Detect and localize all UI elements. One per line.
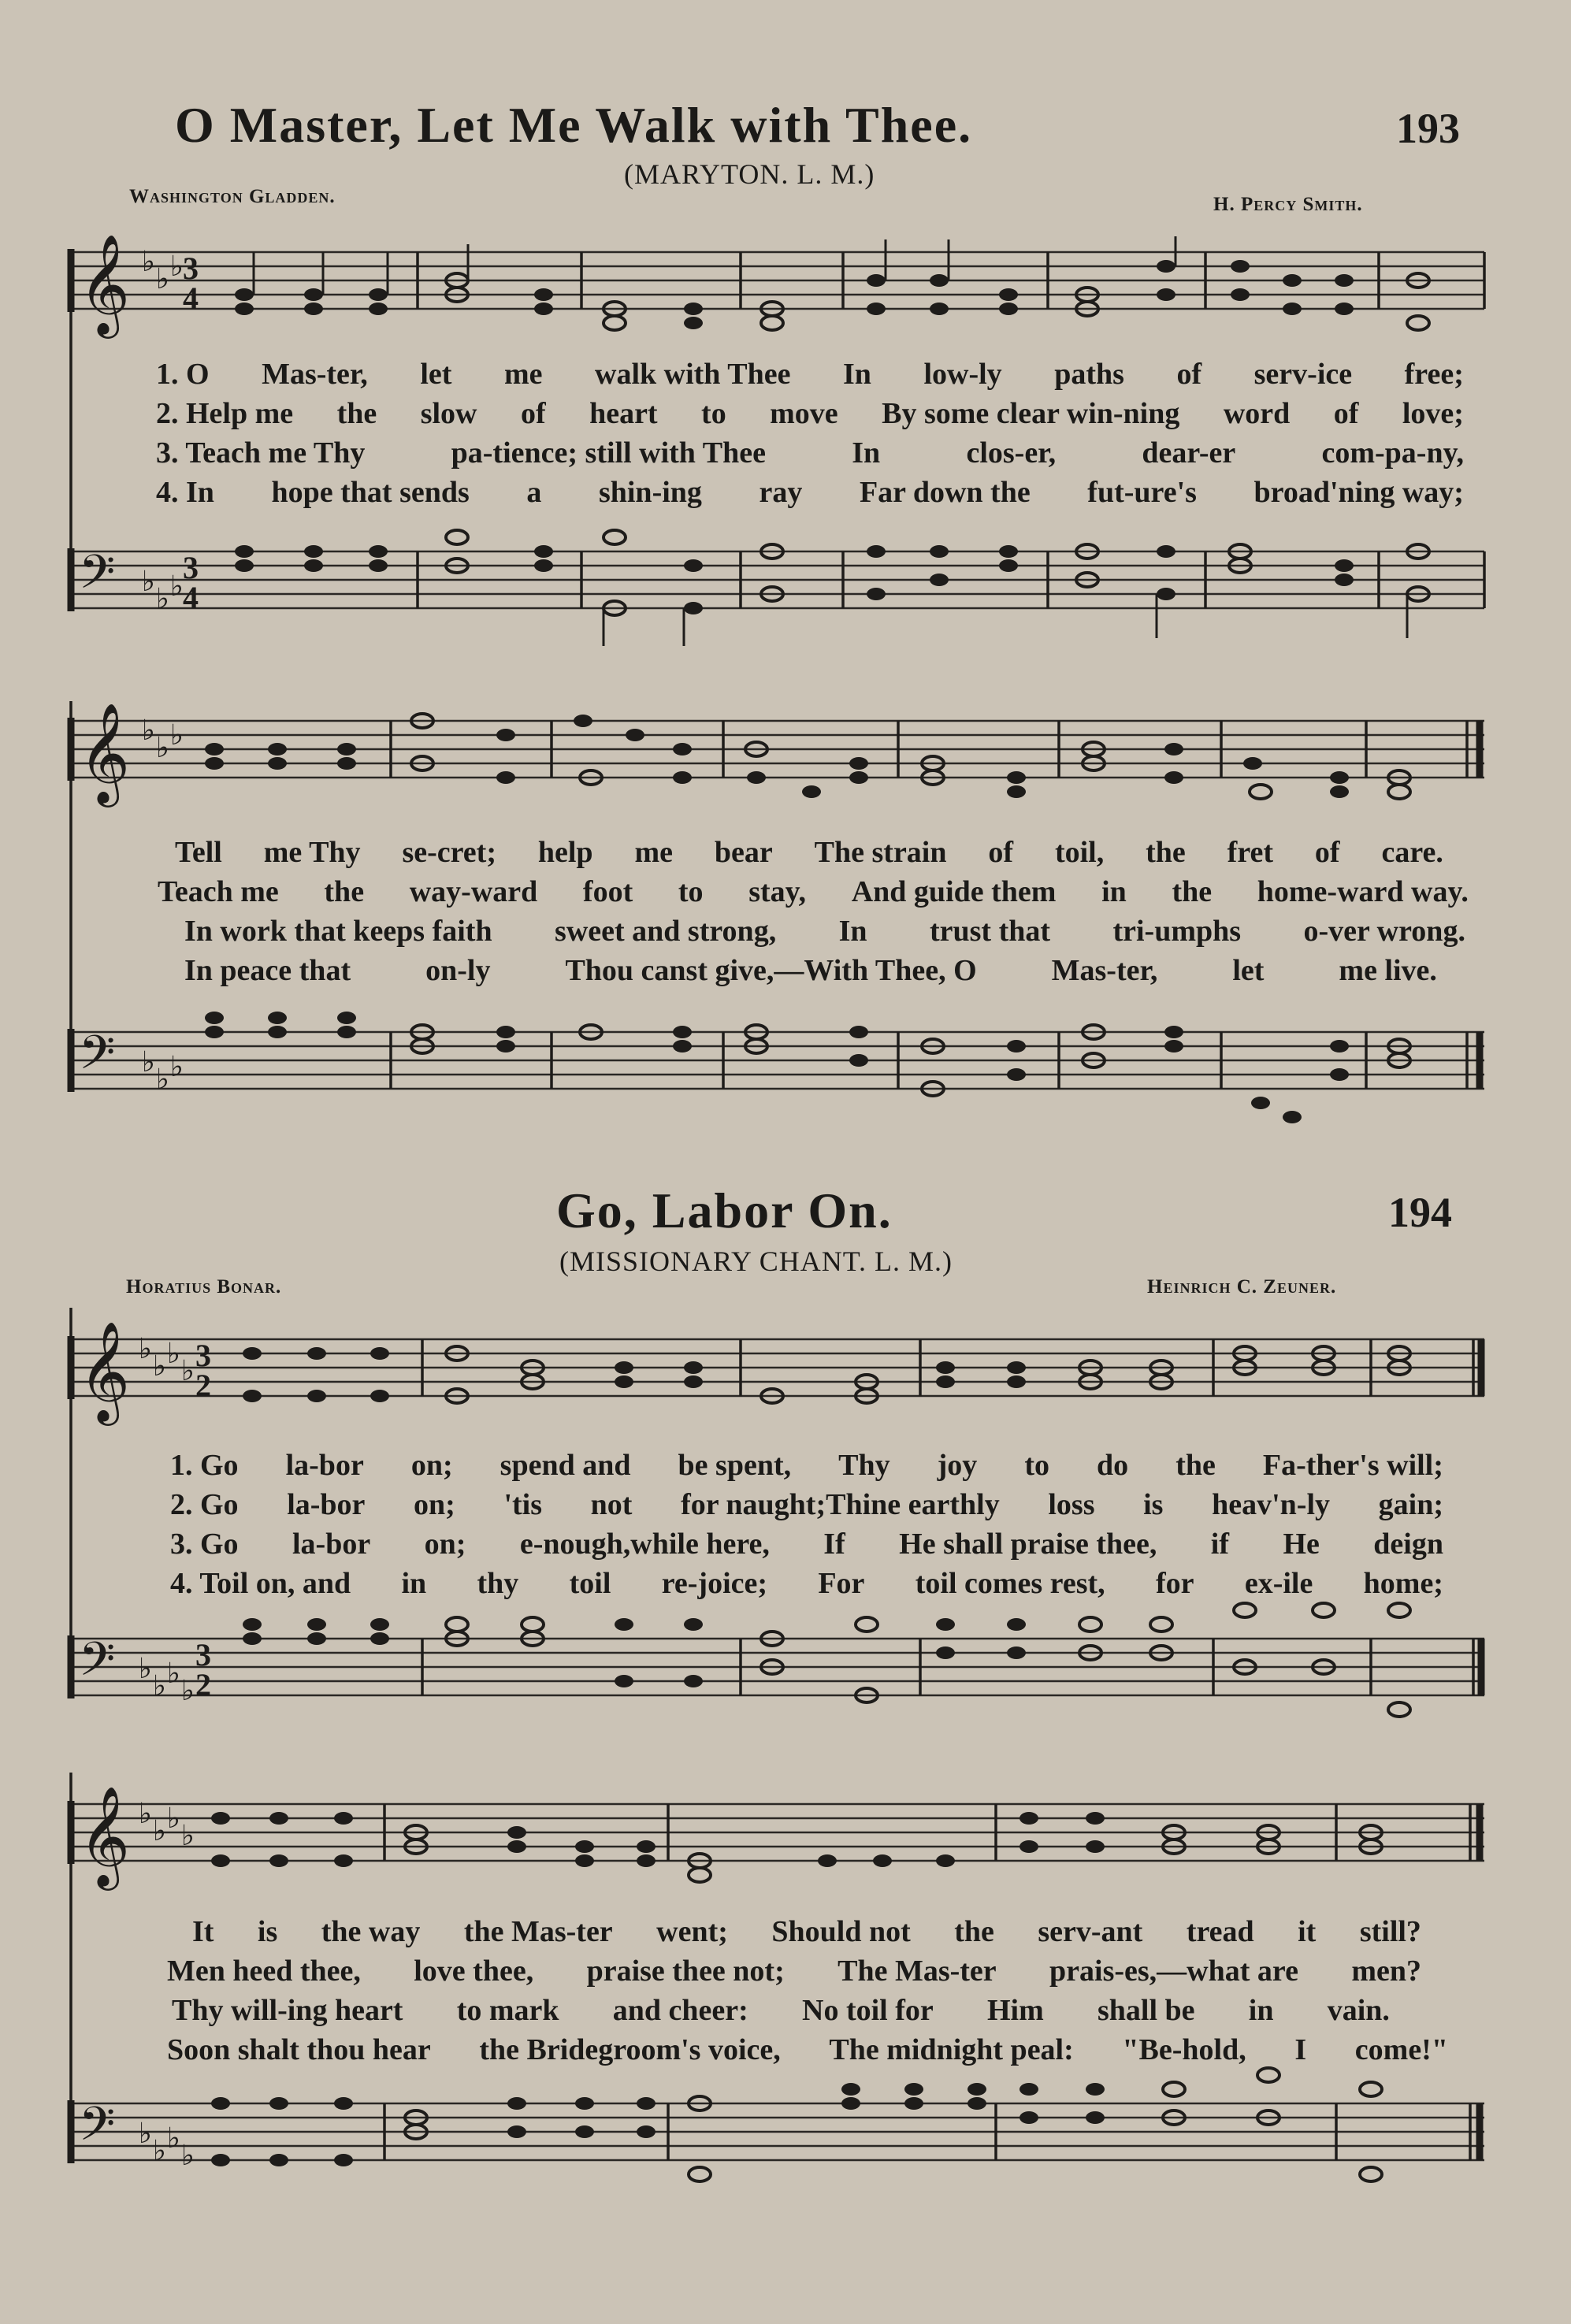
svg-text:3: 3 [183, 550, 199, 585]
svg-text:♭: ♭ [139, 1798, 152, 1830]
treble-clef-icon: 𝄞 [79, 233, 131, 334]
verse-2-line-a: 2. Help me the slow of heart to move By some clear win-ning word of love; [156, 397, 1464, 430]
verse-4-line-b: Soon shalt thou hear the Bridegroom's voice, The midnight peal: "Be-hold, I come!" [167, 2033, 1448, 2066]
treble-staff [0, 702, 1571, 815]
treble-clef-icon: 𝄞 [79, 1785, 131, 1886]
svg-text:♭: ♭ [181, 1355, 195, 1387]
author-credit: Washington Gladden. [129, 186, 336, 207]
treble-clef-icon: 𝄞 [79, 702, 131, 803]
bass-clef-icon: 𝄢 [79, 1025, 116, 1091]
svg-text:♭: ♭ [139, 1333, 152, 1365]
verse-4-line-a: 4. In hope that sends a shin-ing ray Far down the fut-ure's broad'ning way; [156, 476, 1464, 509]
bass-staff [0, 2088, 1571, 2198]
svg-text:♭: ♭ [142, 715, 155, 747]
svg-text:♭: ♭ [139, 2118, 152, 2150]
svg-text:2: 2 [195, 1667, 211, 1702]
verse-2-line-b: Teach me the way-ward foot to stay, And guide them in the home-ward way. [158, 875, 1469, 908]
composer-credit: H. Percy Smith. [1213, 194, 1363, 215]
svg-text:♭: ♭ [167, 2122, 180, 2155]
treble-staff [0, 1320, 1571, 1434]
verse-1-line-b: It is the way the Mas-ter went; Should not the serv-ant tread it still? [192, 1915, 1421, 1948]
svg-text:2: 2 [195, 1368, 211, 1403]
verse-3-line-b: In work that keeps faith sweet and strong, In trust that tri-umphs o-ver wrong. [184, 915, 1465, 948]
svg-text:♭: ♭ [167, 1802, 180, 1835]
svg-text:♭: ♭ [167, 1338, 180, 1370]
svg-text:♭: ♭ [153, 1670, 166, 1702]
svg-text:♭: ♭ [142, 1046, 155, 1078]
svg-text:♭: ♭ [142, 246, 155, 278]
svg-text:♭: ♭ [156, 732, 169, 764]
verse-1-line-a: 1. O Mas-ter, let me walk with Thee In low-ly paths of serv-ice free; [156, 358, 1464, 391]
verse-3-line-b: Thy will-ing heart to mark and cheer: No toil for Him shall be in vain. [172, 1994, 1390, 2027]
svg-text:4: 4 [183, 580, 199, 615]
verse-4-line-b: In peace that on-ly Thou canst give,—With Thee, O Mas-ter, let me live. [184, 954, 1437, 987]
hymn-title: O Master, Let Me Walk with Thee. [175, 97, 973, 153]
svg-text:♭: ♭ [181, 2140, 195, 2172]
svg-text:♭: ♭ [142, 566, 155, 598]
svg-text:♭: ♭ [170, 719, 184, 752]
verse-3-line-a: 3. Teach me Thy pa-tience; still with Thee In clos-er, dear-er com-pa-ny, [156, 436, 1464, 470]
bass-clef-icon: 𝄢 [79, 1632, 116, 1698]
svg-text:♭: ♭ [156, 1064, 169, 1096]
bass-clef-icon: 𝄢 [79, 2096, 116, 2163]
hymn-number: 194 [1388, 1189, 1452, 1236]
svg-text:♭: ♭ [153, 1350, 166, 1383]
bass-staff [0, 1623, 1571, 1733]
svg-text:3: 3 [195, 1637, 211, 1672]
svg-text:♭: ♭ [153, 2135, 166, 2167]
author-credit: Horatius Bonar. [126, 1276, 282, 1298]
svg-text:♭: ♭ [167, 1658, 180, 1690]
treble-clef-icon: 𝄞 [79, 1320, 131, 1421]
treble-staff [0, 233, 1571, 347]
verse-3-line-a: 3. Go la-bor on; e-nough,while here, If He shall praise thee, if He deign [170, 1528, 1443, 1561]
svg-text:♭: ♭ [170, 570, 184, 603]
verse-1-line-b: Tell me Thy se-cret; help me bear The strain of toil, the fret of care. [175, 836, 1443, 869]
time-signature-bottom: 4 [183, 280, 199, 316]
svg-text:♭: ♭ [153, 1815, 166, 1847]
verse-1-line-a: 1. Go la-bor on; spend and be spent, Thy joy to do the Fa-ther's will; [170, 1449, 1443, 1482]
composer-credit: Heinrich C. Zeuner. [1147, 1276, 1337, 1298]
time-signature-top: 3 [183, 251, 199, 286]
tune-name: (MARYTON. L. M.) [624, 158, 875, 190]
svg-text:♭: ♭ [181, 1675, 195, 1707]
hymn-number: 193 [1396, 105, 1460, 152]
svg-text:♭: ♭ [139, 1653, 152, 1685]
svg-text:♭: ♭ [181, 1820, 195, 1852]
svg-text:3: 3 [195, 1338, 211, 1373]
tune-name: (MISSIONARY CHANT. L. M.) [559, 1246, 953, 1277]
bass-staff [0, 1016, 1571, 1127]
bass-staff [0, 536, 1571, 646]
verse-2-line-a: 2. Go la-bor on; 'tis not for naught;Thine earthly loss is heav'n-ly gain; [170, 1488, 1443, 1521]
svg-text:♭: ♭ [156, 263, 169, 295]
svg-text:♭: ♭ [170, 1051, 184, 1083]
bass-clef-icon: 𝄢 [79, 544, 116, 611]
svg-text:♭: ♭ [156, 583, 169, 615]
treble-staff [0, 1785, 1571, 1899]
svg-text:♭: ♭ [170, 251, 184, 283]
verse-2-line-b: Men heed thee, love thee, praise thee not; The Mas-ter prais-es,—what are men? [167, 1955, 1421, 1988]
verse-4-line-a: 4. Toil on, and in thy toil re-joice; For toil comes rest, for ex-ile home; [170, 1567, 1443, 1600]
hymn-title: Go, Labor On. [556, 1182, 893, 1238]
